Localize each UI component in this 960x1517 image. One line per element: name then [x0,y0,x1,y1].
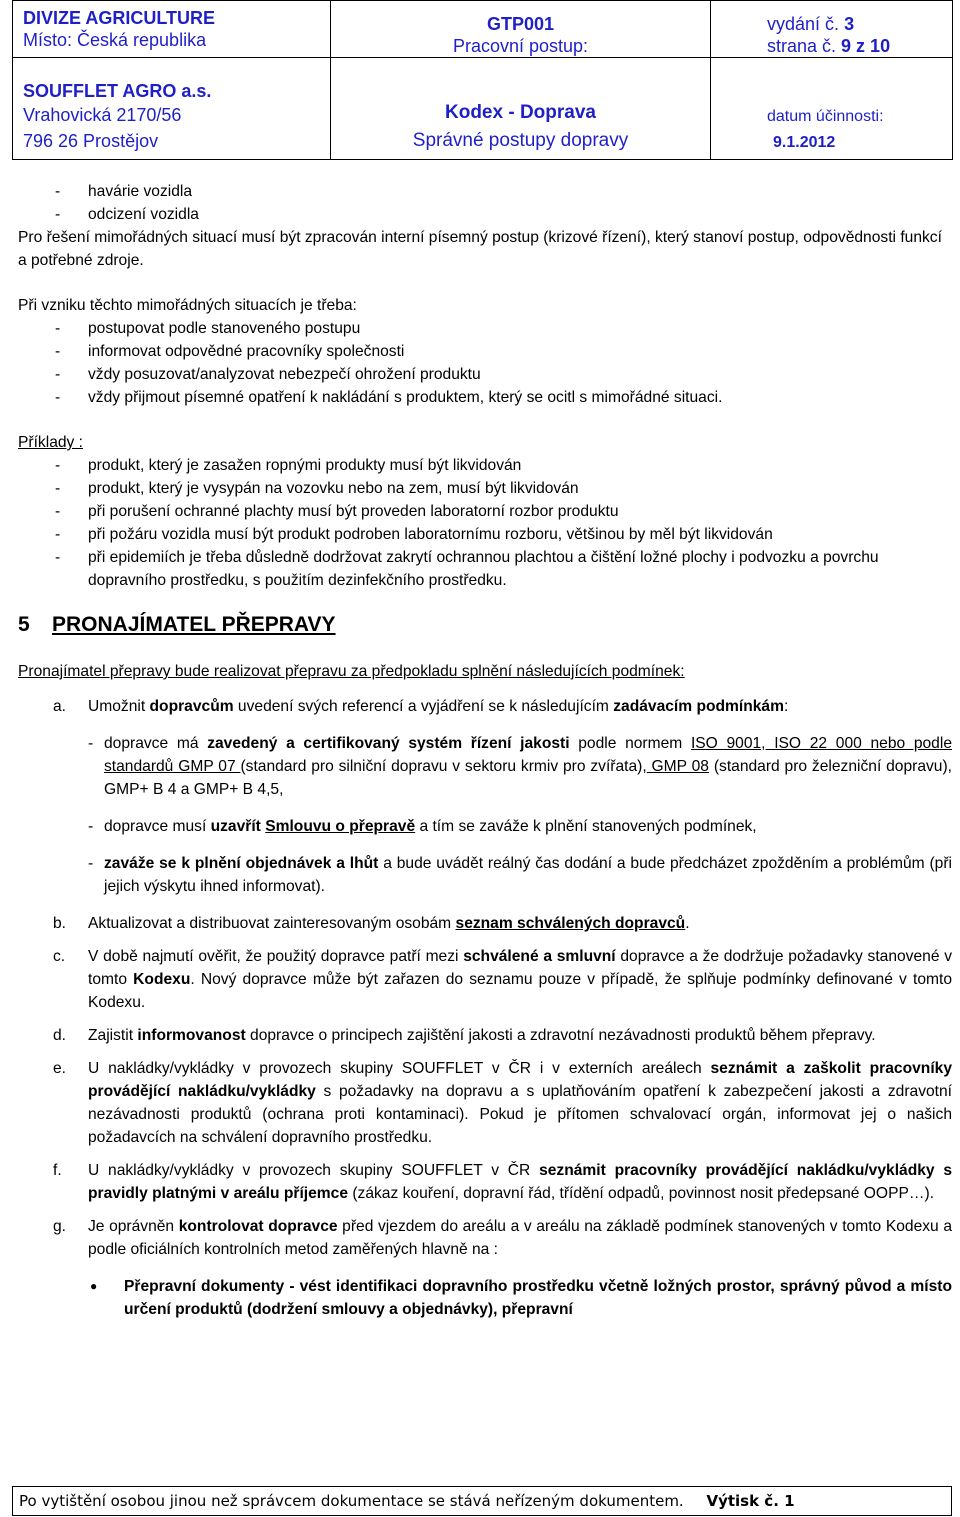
condition-item-a: a. Umožnit dopravcům uvedení svých referencí a vyjádření se k následujícím zadávacím podmínkám: [53,698,789,715]
section-title: PRONAJÍMATEL PŘEPRAVY [52,613,336,636]
effective-label: datum účinnosti: [767,108,884,125]
list-item: - produkt, který je zasažen ropnými produkty musí být likvidován [55,457,522,474]
list-item: - při porušení ochranné plachty musí být proveden laboratorní rozbor produktu [55,503,619,520]
doc-code: GTP001 [486,14,555,34]
list-item: - informovat odpovědné pracovníky společnosti [55,343,405,360]
division-cell [13,1,331,58]
division-name: DIVIZE AGRICULTURE [23,8,215,28]
condition-sub-item: - dopravce musí uzavřít Smlouvu o přepravě a tím se zaváže k plnění stanovených podmínek, [88,818,757,835]
condition-sub-item: - zaváže se k plnění objednávek a lhůt a bude uvádět reálný čas dodání a bude předcházet zpožděním a problémům (při jejich výskytu ihned informovat). [88,855,952,895]
effective-cell [711,58,953,160]
list-item: - při požáru vozidla musí být produkt podroben laboratornímu rozboru, většinou by měl být likvidován [55,526,773,543]
condition-sub-item: - dopravce má zavedený a certifikovaný systém řízení jakosti podle normem ISO 9001, ISO 22 000 nebo podle standardů GMP 07 (standard pro silniční dopravu v sektoru krmiv pro zvířata), GMP 08 (standard pro železniční dopravu), GMP+ B 4 a GMP+ B 4,5, [88,735,952,798]
examples-heading: Příklady : [18,434,83,451]
list-item: - odcizení vozidla [55,206,199,223]
copy-number: Výtisk č. 1 [706,1492,795,1510]
section-number: 5 [18,613,30,636]
list-item: - při epidemiích je třeba důsledně dodržovat zakrytí ochrannou plachtou a čištění ložné plochy i podvozku a povrchu dopravního prostředku, s použitím dezinfekčního prostředku. [55,549,879,589]
arise-heading: Při vzniku těchto mimořádných situacích je třeba: [18,297,357,314]
doc-title: Kodex - Doprava [445,102,596,123]
edition-cell [711,1,953,58]
bullet-icon: ● [90,1279,98,1293]
list-item: - postupovat podle stanoveného postupu [55,320,361,337]
doc-type: Pracovní postup: [452,36,589,56]
location: Místo: Česká republika [23,30,207,50]
list-item: - vždy posuzovat/analyzovat nebezpečí ohrožení produktu [55,366,481,383]
document-header [12,0,953,160]
bullet-item: ● Přepravní dokumenty - vést identifikaci dopravního prostředku včetně ložných prostor, správný původ a místo určení produktů (dodržení smlouvy a objednávky), přepravní [18,1275,952,1321]
footer-note: Po vytištění osobou jinou než správcem dokumentace se stává neřízeným dokumentem. [19,1492,684,1510]
list-item: - vždy přijmout písemné opatření k nakládání s produktem, který se ocitl s mimořádné situaci. [55,389,723,406]
list-item: - produkt, který je vysypán na vozovku nebo na zem, musí být likvidován [55,480,579,497]
document-footer [12,1486,952,1516]
company-city: 796 26 Prostějov [23,131,159,151]
condition-item-c: c. V době najmutí ověřit, že použitý dopravce patří mezi schválené a smluvní dopravce a že dodržuje požadavky stanovené v tomto Kodexu. Nový dopravce může být zařazen do seznamu pouze v případě, že splňuje podmínky definované v tomto Kodexu. [53,948,952,1011]
company-cell [13,58,331,160]
company-street: Vrahovická 2170/56 [23,105,182,125]
crisis-paragraph: Pro řešení mimořádných situací musí být zpracován interní písemný postup (krizové řízení), který stanoví postup, odpovědnosti funkcí a potřebné zdroje. [18,229,942,269]
doc-subtitle: Správné postupy dopravy [412,130,629,151]
section-intro: Pronajímatel přepravy bude realizovat přepravu za předpokladu splnění následujících podmínek: [18,663,685,680]
company-name: SOUFFLET AGRO a.s. [23,81,212,101]
condition-item-g: g. Je oprávněn kontrolovat dopravce před vjezdem do areálu a v areálu na základě podmínek stanovených v tomto Kodexu a podle oficiálních kontrolních metod zaměřených hlavně na : [53,1218,952,1258]
doc-code-cell [331,1,711,58]
page-number: strana č. 9 z 10 [767,36,891,56]
condition-item-e: e. U nakládky/vykládky v provozech skupiny SOUFFLET v ČR i v externích areálech seznámit a zaškolit pracovníky provádějící nakládku/vykládky s požadavky na dopravu a s uplatňováním opatření k zabezpečení jakosti a zdravotní nezávadnosti produktů (ochrana proti kontaminaci). Pokud je přítomen schvalovací orgán, informovat jej o našich požadavcích na schválení dopravního prostředku. [53,1060,952,1146]
list-item: - havárie vozidla [55,183,193,200]
doc-title-cell [331,58,711,160]
edition: vydání č. 3 [767,14,855,34]
condition-item-f: f. U nakládky/vykládky v provozech skupiny SOUFFLET v ČR seznámit pracovníky provádějící nakládku/vykládky s pravidly platnými v areálu příjemce (zákaz kouření, dopravní řád, třídění odpadů, povinnost nosit předepsané OOPP…). [53,1162,952,1202]
condition-item-b: b. Aktualizovat a distribuovat zainteresovaným osobám seznam schválených dopravců. [53,915,690,932]
document-body [18,180,952,1321]
condition-item-d: d. Zajistit informovanost dopravce o principech zajištění jakosti a zdravotní nezávadnosti produktů během přepravy. [53,1027,876,1044]
effective-date: 9.1.2012 [773,134,836,151]
section-heading [18,610,952,640]
